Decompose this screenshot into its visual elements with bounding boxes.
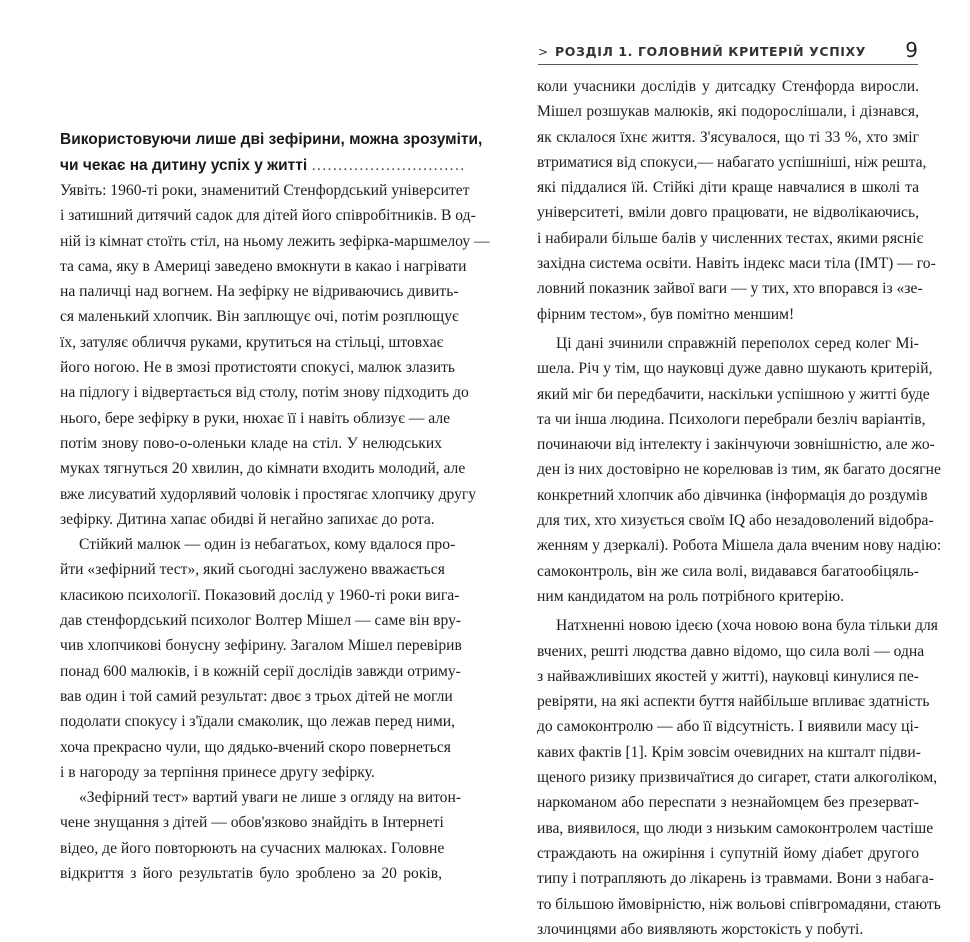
- text-line: муках тягнуться 20 хвилин, до кімнати входить молодий, але: [60, 460, 466, 478]
- text-line: його ногою. Не в змозі протистояти спокусі, малюк злазить: [60, 359, 456, 377]
- text-line: з найважливіших якостей у житті), науковці кинулися пе-: [537, 667, 919, 685]
- text-line: то більшою ймовірністю, ніж вольові співгромадяни, стають: [537, 895, 941, 913]
- text-line: конкретний хлопчик або дівчинка (інформація до роздумів: [537, 486, 928, 504]
- text-line: як склалося їхнє життя. З'ясувалося, що ті 33 %, хто зміг: [537, 128, 919, 146]
- text-line: університеті, вміли довго працювати, не відволікаючись,: [537, 204, 919, 222]
- text-line: йти «зефірний тест», який сьогодні заслужено вважається: [60, 561, 445, 579]
- text-line: страждають на ожиріння і супутній йому діабет другого: [537, 844, 919, 862]
- left-page: [0, 0, 490, 883]
- heading-line-1: Використовуючи лише дві зефірини, можна зрозуміти,: [60, 131, 483, 148]
- text-line: відео, де його повторюють на сучасних малюках. Головне: [60, 839, 445, 857]
- text-line: вчених, решті людства давно відомо, що сила волі — одна: [537, 642, 925, 660]
- text-line: наркоманом або переспати з незнайомцем без презерват-: [537, 794, 919, 812]
- text-line: ден із них достовірно не корелював із тим, як багато досягне: [537, 461, 941, 479]
- chevron-right-icon: >: [538, 45, 549, 59]
- text-line: ревіряти, на які аспекти буття найбільше впливає здатність: [537, 693, 930, 711]
- text-line: який міг би передбачити, наскільки успішною у житті буде: [537, 385, 930, 403]
- text-line: ся маленький хлопчик. Він заплющує очі, потім розплющує: [60, 308, 459, 326]
- text-line: вже лисуватий худорлявий чоловік і простягає хлопчику другу: [60, 485, 477, 503]
- text-line: типу і потрапляють до лікарень із травмами. Вони з набага-: [537, 870, 934, 888]
- text-line: злочинцями або виявляють жорстокість у побуті.: [537, 920, 864, 938]
- text-line: ним кандидатом на роль потрібного критерію.: [537, 587, 844, 605]
- text-line: та сама, яку в Америці заведено вмокнути в какао і нагрівати: [60, 257, 467, 275]
- text-line: починаючи від інтелекту і закінчуючи зовнішністю, але жо-: [537, 436, 935, 454]
- text-line: женням у дзеркалі). Робота Мішела дала вченим нову надію:: [537, 537, 942, 555]
- text-line: ній із кімнат стоїть стіл, на ньому лежить зефірка-маршмелоу —: [60, 232, 490, 250]
- text-line: та чи інша людина. Психологи перебрали безліч варіантів,: [537, 410, 926, 428]
- text-line: самоконтроль, він же сила волі, видавався багатообіцяль-: [537, 562, 919, 580]
- text-line: чив хлопчикові бонусну зефірину. Загалом Мішел перевірив: [60, 637, 462, 655]
- text-line: відкриття з його результатів було зроблено за 20 років,: [60, 865, 442, 883]
- section-heading: [60, 127, 483, 179]
- text-line: і затишний дитячий садок для дітей його співробітників. В од-: [60, 207, 476, 225]
- heading-line-2: [60, 153, 466, 179]
- text-line: щеного ризику призвичаїтися до сигарет, стати алкоголіком,: [537, 769, 938, 787]
- page-number: 9: [905, 38, 918, 62]
- heading-line-2-text: чи чекає на дитину успіх у житті: [60, 157, 308, 174]
- text-line: «Зефірний тест» вартий уваги не лише з огляду на витон-: [79, 789, 462, 807]
- text-line: подолати спокусу і з'їдали смаколик, що лежав перед ними,: [60, 713, 456, 731]
- text-line: Натхненні новою ідеєю (хоча новою вона була тільки для: [556, 617, 938, 635]
- left-body-text: [60, 178, 490, 886]
- text-line: потім знову пово-о-оленьки кладе на стіл. У нелюдських: [60, 434, 442, 452]
- text-line: Ці дані зчинили справжній переполох серед колег Мі-: [556, 334, 919, 352]
- text-line: фірним тестом», був помітно меншим!: [537, 305, 795, 323]
- text-line: їх, затуляє обличчя руками, крутиться на стільці, штовхає: [60, 333, 444, 351]
- text-line: вав один і той самий результат: двоє з трьох дітей не могли: [60, 687, 453, 705]
- text-line: класикою психології. Показовий дослід у 1960-ті роки вига-: [60, 586, 460, 604]
- text-line: хоча прекрасно чули, що дядько-вчений скоро повернеться: [60, 738, 451, 756]
- right-page: [485, 0, 970, 938]
- text-line: і в нагороду за терпіння принесе другу зефірку.: [60, 763, 375, 781]
- chapter-title: РОЗДІЛ 1. ГОЛОВНИЙ КРИТЕРІЙ УСПІХУ: [555, 44, 866, 59]
- text-line: коли учасники дослідів у дитсадку Стенфорда виросли.: [537, 78, 919, 95]
- text-line: західна система освіти. Навіть індекс маси тіла (ІМТ) — го-: [537, 255, 936, 273]
- text-line: ива, виявилося, що люди з низьким самоконтролем частіше: [537, 819, 934, 837]
- heading-dot-leader: .............................: [311, 157, 466, 174]
- text-line: кавих фактів [1]. Крім зовсім очевидних на кшталт підви-: [537, 743, 921, 761]
- text-line: Уявіть: 1960-ті роки, знаменитий Стенфордський університет: [60, 182, 470, 199]
- text-line: Стійкий малюк — один із небагатьох, кому вдалося про-: [79, 536, 456, 554]
- header-rule: [538, 64, 918, 65]
- right-body-text: [537, 74, 942, 942]
- text-line: до самоконтролю — або її відсутність. І виявили масу ці-: [537, 718, 919, 736]
- text-line: для тих, хто хизується своїм IQ або незадоволений відобра-: [537, 512, 934, 530]
- text-line: зефірку. Дитина хапає обидві й негайно запихає до рота.: [60, 510, 435, 528]
- text-line: ловний показник зайвої ваги — у тих, хто впорався із «зе-: [537, 280, 923, 298]
- text-line: на підлогу і відвертається від столу, потім знову підходить до: [60, 384, 469, 402]
- text-line: дав стенфордський психолог Волтер Мішел — саме він вру-: [60, 612, 462, 630]
- running-header: [538, 40, 918, 64]
- text-line: чене знущання з дітей — обов'язково знайдіть в Інтернеті: [60, 814, 444, 832]
- text-line: нього, бере зефірку в руки, нюхає її і навіть облизує — але: [60, 409, 451, 427]
- text-line: і набирали більше балів у численних тестах, якими рясніє: [537, 229, 924, 247]
- text-line: втриматися від спокуси,— набагато успішніші, ніж решта,: [537, 153, 927, 171]
- text-line: шела. Річ у тім, що науковці дуже давно шукають критерій,: [537, 360, 933, 378]
- text-line: на паличці над вогнем. На зефірку не відриваючись дивить-: [60, 283, 459, 301]
- text-line: які піддалися їй. Стійкі діти краще навчалися в школі та: [537, 179, 919, 197]
- text-line: понад 600 малюків, і в кожній серії дослідів завжди отриму-: [60, 662, 461, 680]
- text-line: Мішел розшукав малюків, які подорослішали, і дізнався,: [537, 103, 919, 121]
